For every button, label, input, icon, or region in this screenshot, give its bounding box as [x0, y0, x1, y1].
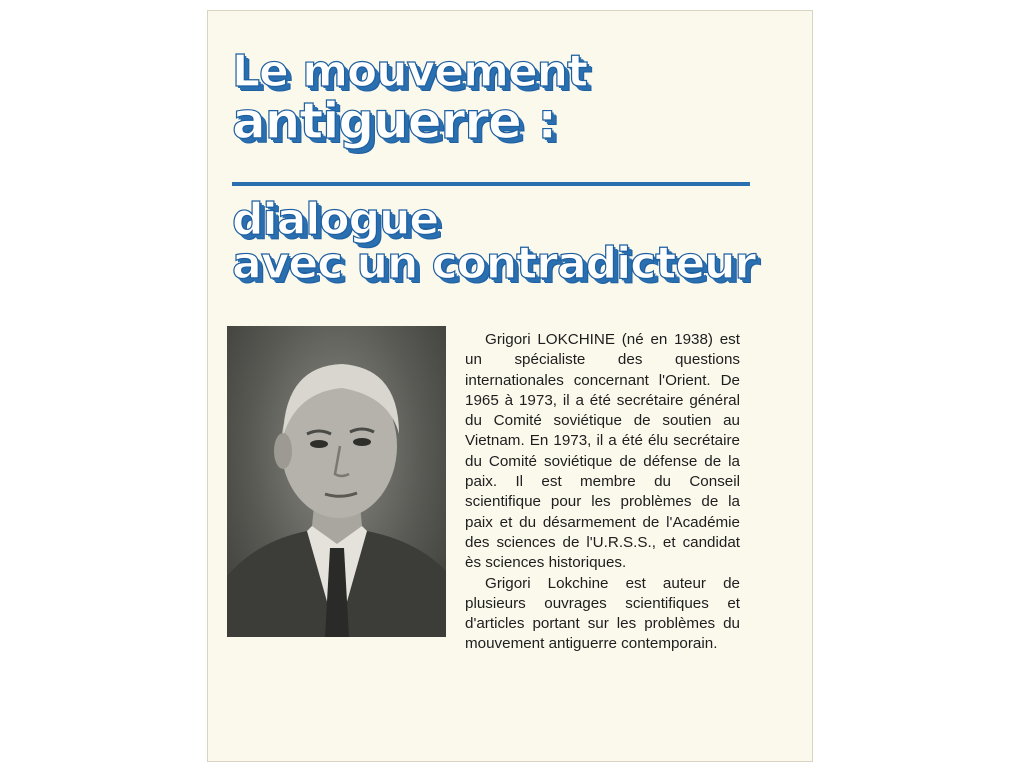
subheadline-line-2: avec un contradicteur — [232, 238, 756, 289]
subheadline-line-1: dialogue — [232, 194, 439, 245]
bio-paragraph-1: Grigori LOKCHINE (né en 1938) est un spécialiste des questions internationales concernant l'Orient. De 1965 à 1973, il a été secrétaire général du Comité soviétique de soutien au Vietnam. En 1973, il a été élu secrétaire du Comité soviétique de défense de la paix. Il est membre du Conseil scientifique pour les problèmes de la paix et du désarmement de l'Académie des sciences de l'U.R.S.S., et candidat ès sciences historiques. — [465, 331, 740, 572]
portrait-illustration — [227, 326, 446, 637]
headline-line-2: antiguerre : — [232, 92, 557, 150]
headline-line-1: Le mouvement — [232, 46, 588, 97]
magazine-page — [207, 10, 813, 762]
author-portrait-photo — [227, 326, 446, 637]
bio-paragraph-2: Grigori Lokchine est auteur de plusieurs ouvrages scientifiques et d'articles portant sur les problèmes du mouvement antiguerre contemporain. — [465, 574, 740, 653]
headline-divider — [232, 182, 750, 186]
author-biography — [465, 330, 740, 655]
